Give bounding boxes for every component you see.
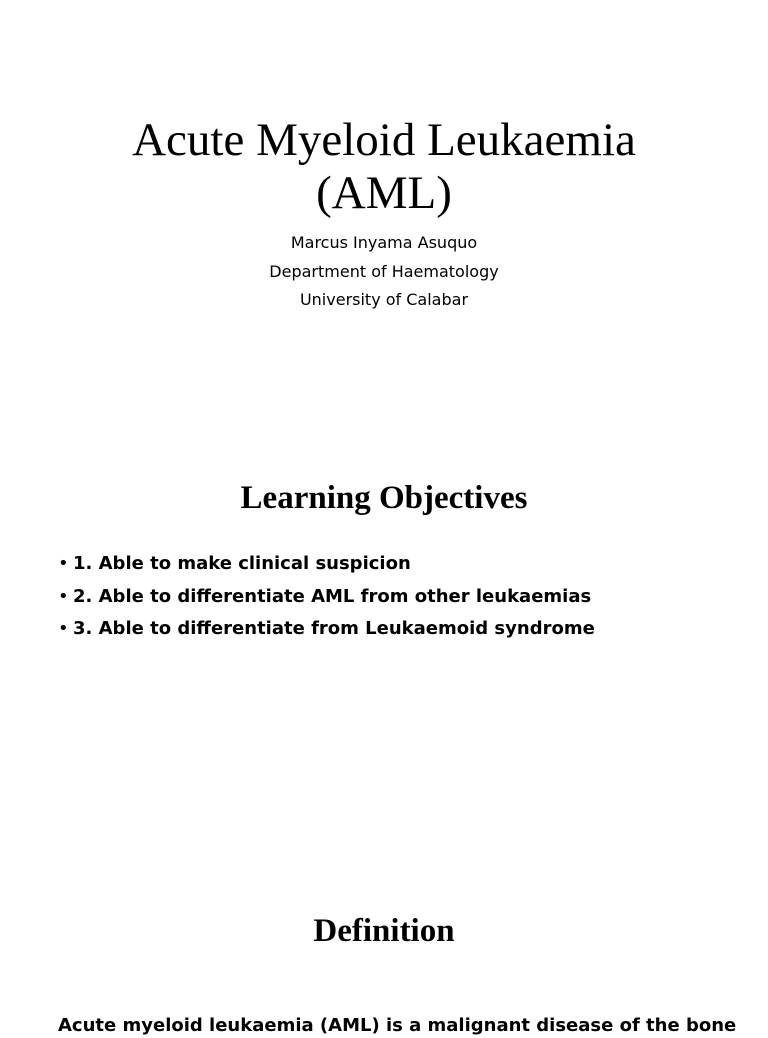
objective-text: 3. Able to differentiate from Leukaemoid syndrome	[73, 618, 595, 639]
objectives-list	[58, 548, 748, 646]
department-name: Department of Haematology	[269, 261, 499, 281]
objective-item-3	[58, 613, 748, 646]
bullet-icon: •	[58, 618, 69, 639]
bullet-icon: •	[58, 553, 69, 574]
author-name: Marcus Inyama Asuquo	[290, 233, 478, 252]
objective-text: 2. Able to differentiate AML from other leukaemias	[73, 585, 592, 607]
definition-heading: Definition	[313, 913, 455, 949]
title-line-2: (AML)	[316, 167, 452, 219]
objective-item-2	[58, 581, 748, 614]
objective-item-1	[58, 548, 748, 581]
page-title	[0, 114, 768, 220]
title-slide	[0, 0, 768, 430]
objective-text: 1. Able to make clinical suspicion	[73, 553, 411, 574]
title-line-1: Acute Myeloid Leukaemia	[132, 114, 636, 166]
institution-name: University of Calabar	[299, 290, 469, 309]
bullet-icon: •	[58, 585, 69, 607]
objectives-heading: Learning Objectives	[240, 480, 528, 516]
definition-text-partial: Acute myeloid leukaemia (AML) is a malignant disease of the bone	[58, 1015, 737, 1036]
author-block	[0, 229, 768, 315]
